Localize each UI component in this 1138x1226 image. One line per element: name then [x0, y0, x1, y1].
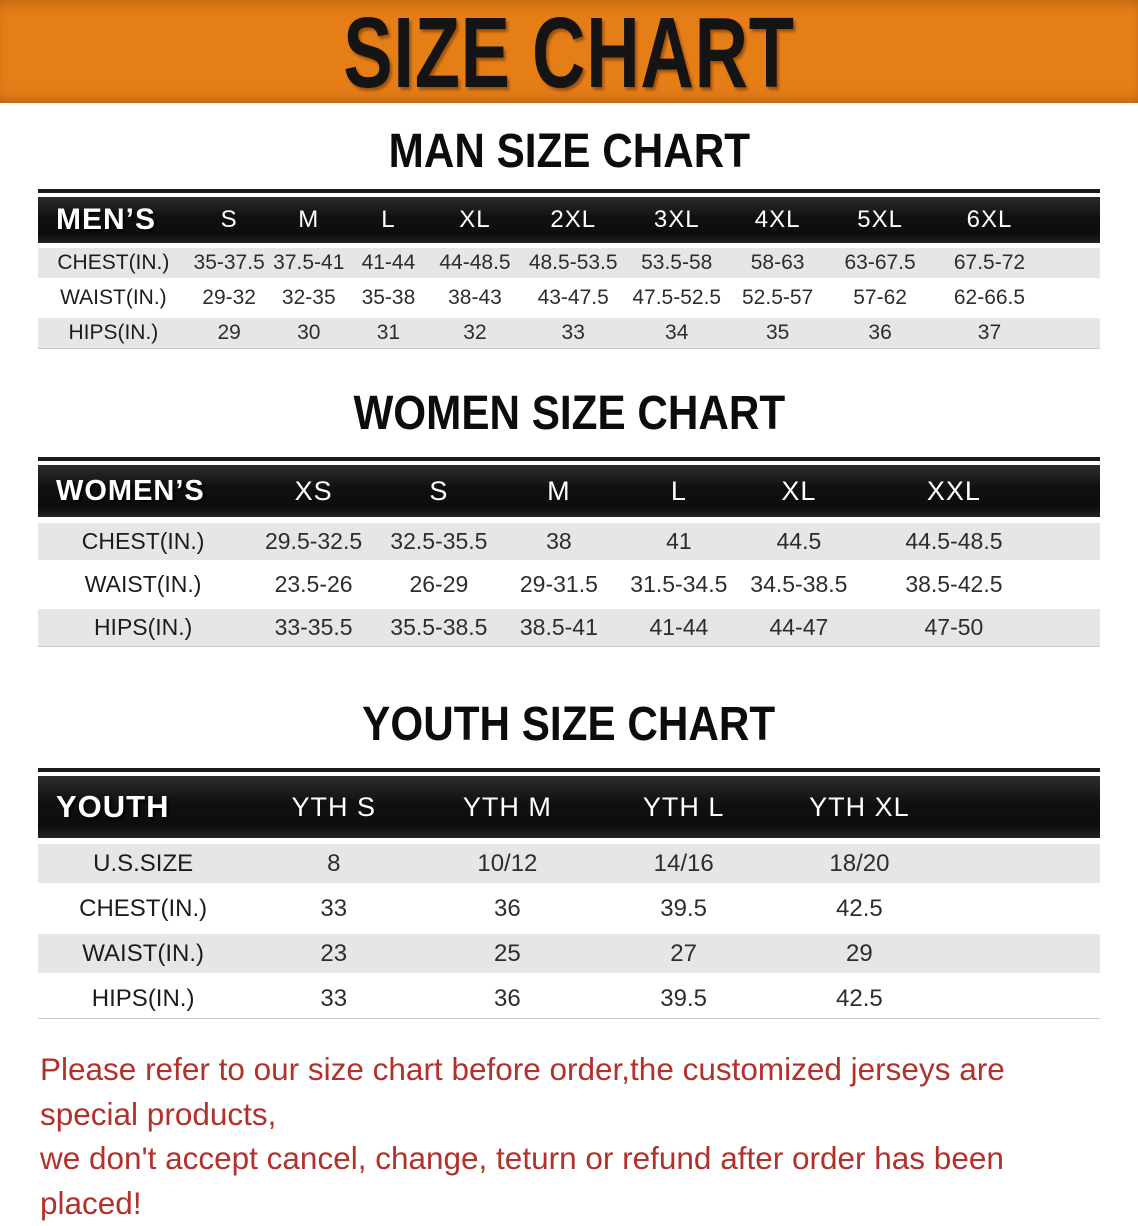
section-heading-women-text: WOMEN SIZE CHART [353, 387, 785, 440]
value-cell: 37 [933, 316, 1046, 349]
value-cell: 30 [270, 316, 349, 349]
filler-cell [1049, 465, 1100, 520]
value-cell: 39.5 [596, 886, 772, 931]
value-cell: 29-31.5 [499, 563, 619, 606]
filler-cell [1049, 563, 1100, 606]
value-cell: 44.5 [739, 520, 859, 563]
value-cell: 38.5-41 [499, 606, 619, 646]
banner-title: SIZE CHART [343, 0, 795, 109]
value-cell: 23 [248, 931, 419, 976]
footer-disclaimer-line2: we don't accept cancel, change, teturn or refund after order has been placed! [40, 1140, 1004, 1222]
measurement-row [38, 606, 1100, 646]
value-cell: 53.5-58 [625, 246, 728, 281]
value-cell: 42.5 [772, 976, 947, 1018]
value-cell: 34 [625, 316, 728, 349]
row-label-cell: WAIST(IN.) [38, 563, 248, 606]
measurement-row [38, 931, 1100, 976]
value-cell: 26-29 [379, 563, 499, 606]
value-cell: 38.5-42.5 [859, 563, 1049, 606]
value-cell: 52.5-57 [728, 281, 827, 316]
filler-cell [947, 776, 1100, 841]
value-cell: 32.5-35.5 [379, 520, 499, 563]
footer-disclaimer [40, 1047, 1102, 1226]
measurement-row [38, 563, 1100, 606]
value-cell: 29.5-32.5 [248, 520, 379, 563]
value-cell: 41-44 [348, 246, 429, 281]
value-cell: 63-67.5 [827, 246, 933, 281]
value-cell: 58-63 [728, 246, 827, 281]
value-cell: 41 [619, 520, 739, 563]
size-header-cell: XS [248, 465, 379, 520]
section-heading-man-text: MAN SIZE CHART [388, 125, 750, 178]
size-header-cell: XL [739, 465, 859, 520]
value-cell: 29 [189, 316, 270, 349]
row-label-cell: CHEST(IN.) [38, 886, 248, 931]
filler-cell [947, 931, 1100, 976]
filler-cell [1049, 606, 1100, 646]
header-row [38, 465, 1100, 520]
value-cell: 36 [419, 976, 595, 1018]
value-cell: 38 [499, 520, 619, 563]
size-header-cell: 6XL [933, 197, 1046, 246]
measurement-row [38, 886, 1100, 931]
filler-cell [947, 976, 1100, 1018]
value-cell: 32-35 [270, 281, 349, 316]
size-header-cell: YTH L [596, 776, 772, 841]
measurement-row [38, 841, 1100, 886]
value-cell: 44-47 [739, 606, 859, 646]
value-cell: 36 [827, 316, 933, 349]
women-size-table-wrap [38, 457, 1100, 647]
measurement-row [38, 281, 1100, 316]
size-header-cell: YTH XL [772, 776, 947, 841]
size-header-cell: L [348, 197, 429, 246]
filler-cell [1046, 197, 1100, 246]
header-row [38, 197, 1100, 246]
value-cell: 35-37.5 [189, 246, 270, 281]
value-cell: 47.5-52.5 [625, 281, 728, 316]
size-header-cell: 4XL [728, 197, 827, 246]
row-label-cell: WAIST(IN.) [38, 281, 189, 316]
row-label-cell: WAIST(IN.) [38, 931, 248, 976]
footer-disclaimer-line1: Please refer to our size chart before order,the customized jerseys are special products, [40, 1051, 1005, 1132]
value-cell: 14/16 [596, 841, 772, 886]
value-cell: 8 [248, 841, 419, 886]
row-label-cell: CHEST(IN.) [38, 246, 189, 281]
section-heading-youth [0, 698, 1138, 751]
measurement-row [38, 976, 1100, 1018]
size-header-cell: 3XL [625, 197, 728, 246]
size-header-cell: L [619, 465, 739, 520]
value-cell: 39.5 [596, 976, 772, 1018]
value-cell: 37.5-41 [270, 246, 349, 281]
filler-cell [947, 886, 1100, 931]
row-label-cell: HIPS(IN.) [38, 606, 248, 646]
value-cell: 23.5-26 [248, 563, 379, 606]
section-heading-youth-text: YOUTH SIZE CHART [362, 698, 776, 751]
value-cell: 44-48.5 [429, 246, 521, 281]
value-cell: 35.5-38.5 [379, 606, 499, 646]
value-cell: 25 [419, 931, 595, 976]
row-label-cell: U.S.SIZE [38, 841, 248, 886]
measurement-row [38, 316, 1100, 349]
size-header-cell: M [270, 197, 349, 246]
value-cell: 41-44 [619, 606, 739, 646]
value-cell: 33 [248, 976, 419, 1018]
size-header-cell: XL [429, 197, 521, 246]
men-size-table-wrap [38, 189, 1100, 349]
filler-cell [1046, 316, 1100, 349]
measurement-row [38, 520, 1100, 563]
size-header-cell: YTH S [248, 776, 419, 841]
value-cell: 29 [772, 931, 947, 976]
value-cell: 10/12 [419, 841, 595, 886]
row-label-cell: HIPS(IN.) [38, 976, 248, 1018]
measurement-row [38, 246, 1100, 281]
filler-cell [1046, 281, 1100, 316]
row-label-cell: HIPS(IN.) [38, 316, 189, 349]
value-cell: 57-62 [827, 281, 933, 316]
size-header-cell: 5XL [827, 197, 933, 246]
value-cell: 35-38 [348, 281, 429, 316]
size-header-cell: S [379, 465, 499, 520]
table-title-cell: MEN’S [38, 197, 189, 246]
youth-size-table-wrap [38, 768, 1100, 1019]
size-header-cell: YTH M [419, 776, 595, 841]
value-cell: 33-35.5 [248, 606, 379, 646]
size-header-cell: XXL [859, 465, 1049, 520]
table-title-cell: YOUTH [38, 776, 248, 841]
value-cell: 32 [429, 316, 521, 349]
row-label-cell: CHEST(IN.) [38, 520, 248, 563]
value-cell: 36 [419, 886, 595, 931]
section-heading-man [0, 125, 1138, 178]
size-chart-banner [0, 0, 1138, 109]
filler-cell [947, 841, 1100, 886]
value-cell: 62-66.5 [933, 281, 1046, 316]
women-size-table [38, 465, 1100, 646]
value-cell: 27 [596, 931, 772, 976]
value-cell: 44.5-48.5 [859, 520, 1049, 563]
filler-cell [1046, 246, 1100, 281]
value-cell: 18/20 [772, 841, 947, 886]
section-heading-women [0, 387, 1138, 440]
size-header-cell: S [189, 197, 270, 246]
value-cell: 31.5-34.5 [619, 563, 739, 606]
value-cell: 42.5 [772, 886, 947, 931]
table-title-cell: WOMEN’S [38, 465, 248, 520]
size-header-cell: M [499, 465, 619, 520]
value-cell: 48.5-53.5 [521, 246, 625, 281]
men-size-table [38, 197, 1100, 348]
value-cell: 43-47.5 [521, 281, 625, 316]
value-cell: 67.5-72 [933, 246, 1046, 281]
filler-cell [1049, 520, 1100, 563]
value-cell: 33 [248, 886, 419, 931]
value-cell: 34.5-38.5 [739, 563, 859, 606]
value-cell: 29-32 [189, 281, 270, 316]
value-cell: 38-43 [429, 281, 521, 316]
header-row [38, 776, 1100, 841]
size-header-cell: 2XL [521, 197, 625, 246]
value-cell: 35 [728, 316, 827, 349]
youth-size-table [38, 776, 1100, 1018]
value-cell: 33 [521, 316, 625, 349]
value-cell: 31 [348, 316, 429, 349]
value-cell: 47-50 [859, 606, 1049, 646]
